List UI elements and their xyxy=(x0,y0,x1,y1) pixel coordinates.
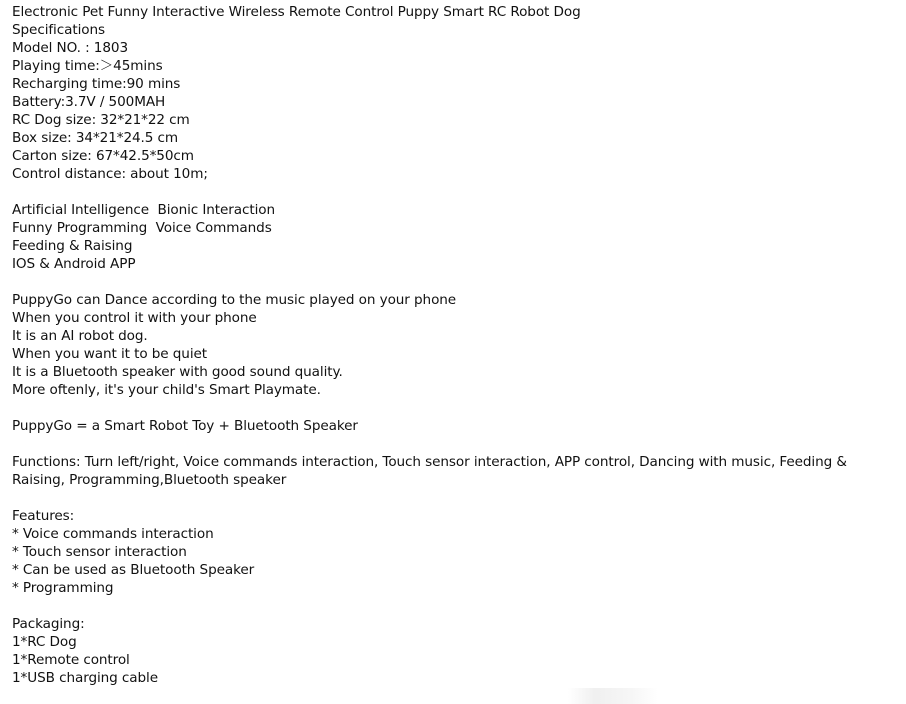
functions-paragraph: Functions: Turn left/right, Voice commands interaction, Touch sensor interaction, APP control, Dancing with music, Feeding & Raising, Programming,Bluetooth speaker xyxy=(12,454,847,488)
description-line: More oftenly, it's your child's Smart Playmate. xyxy=(12,382,321,398)
spacer xyxy=(12,183,902,201)
highlight-line: Funny Programming Voice Commands xyxy=(12,220,272,236)
description-line: It is an AI robot dog. xyxy=(12,328,148,344)
description-line: PuppyGo can Dance according to the music played on your phone xyxy=(12,292,457,308)
product-description-document xyxy=(12,3,902,687)
description-line: It is a Bluetooth speaker with good sound quality. xyxy=(12,364,343,380)
packaging-item: 1*USB charging cable xyxy=(12,670,158,686)
features-heading: Features: xyxy=(12,508,75,524)
spec-playing-time: Playing time:＞45mins xyxy=(12,58,163,74)
spacer xyxy=(12,489,902,507)
feature-item: * Programming xyxy=(12,580,114,596)
spec-model-number: Model NO. : 1803 xyxy=(12,40,128,56)
product-title: Electronic Pet Funny Interactive Wireless Remote Control Puppy Smart RC Robot Dog xyxy=(12,4,581,20)
spacer xyxy=(12,597,902,615)
specifications-section xyxy=(12,21,902,183)
packaging-heading: Packaging: xyxy=(12,616,85,632)
description-line: When you control it with your phone xyxy=(12,310,257,326)
features-section xyxy=(12,507,902,597)
spec-carton-size: Carton size: 67*42.5*50cm xyxy=(12,148,194,164)
image-artifact xyxy=(568,688,658,704)
feature-item: * Voice commands interaction xyxy=(12,526,214,542)
packaging-item: 1*Remote control xyxy=(12,652,130,668)
highlight-line: Feeding & Raising xyxy=(12,238,133,254)
spacer xyxy=(12,399,902,417)
description-section xyxy=(12,291,902,399)
highlights-section xyxy=(12,201,902,273)
spec-battery: Battery:3.7V / 500MAH xyxy=(12,94,166,110)
product-equation: PuppyGo = a Smart Robot Toy + Bluetooth Speaker xyxy=(12,418,358,434)
spec-dog-size: RC Dog size: 32*21*22 cm xyxy=(12,112,190,128)
spec-box-size: Box size: 34*21*24.5 cm xyxy=(12,130,179,146)
spec-control-distance: Control distance: about 10m; xyxy=(12,166,208,182)
specifications-heading: Specifications xyxy=(12,22,105,38)
highlight-line: Artificial Intelligence Bionic Interaction xyxy=(12,202,276,218)
highlight-line: IOS & Android APP xyxy=(12,256,136,272)
spacer xyxy=(12,273,902,291)
description-line: When you want it to be quiet xyxy=(12,346,207,362)
spec-recharging-time: Recharging time:90 mins xyxy=(12,76,181,92)
packaging-item: 1*RC Dog xyxy=(12,634,77,650)
feature-item: * Can be used as Bluetooth Speaker xyxy=(12,562,255,578)
feature-item: * Touch sensor interaction xyxy=(12,544,187,560)
packaging-section xyxy=(12,615,902,687)
spacer xyxy=(12,435,902,453)
